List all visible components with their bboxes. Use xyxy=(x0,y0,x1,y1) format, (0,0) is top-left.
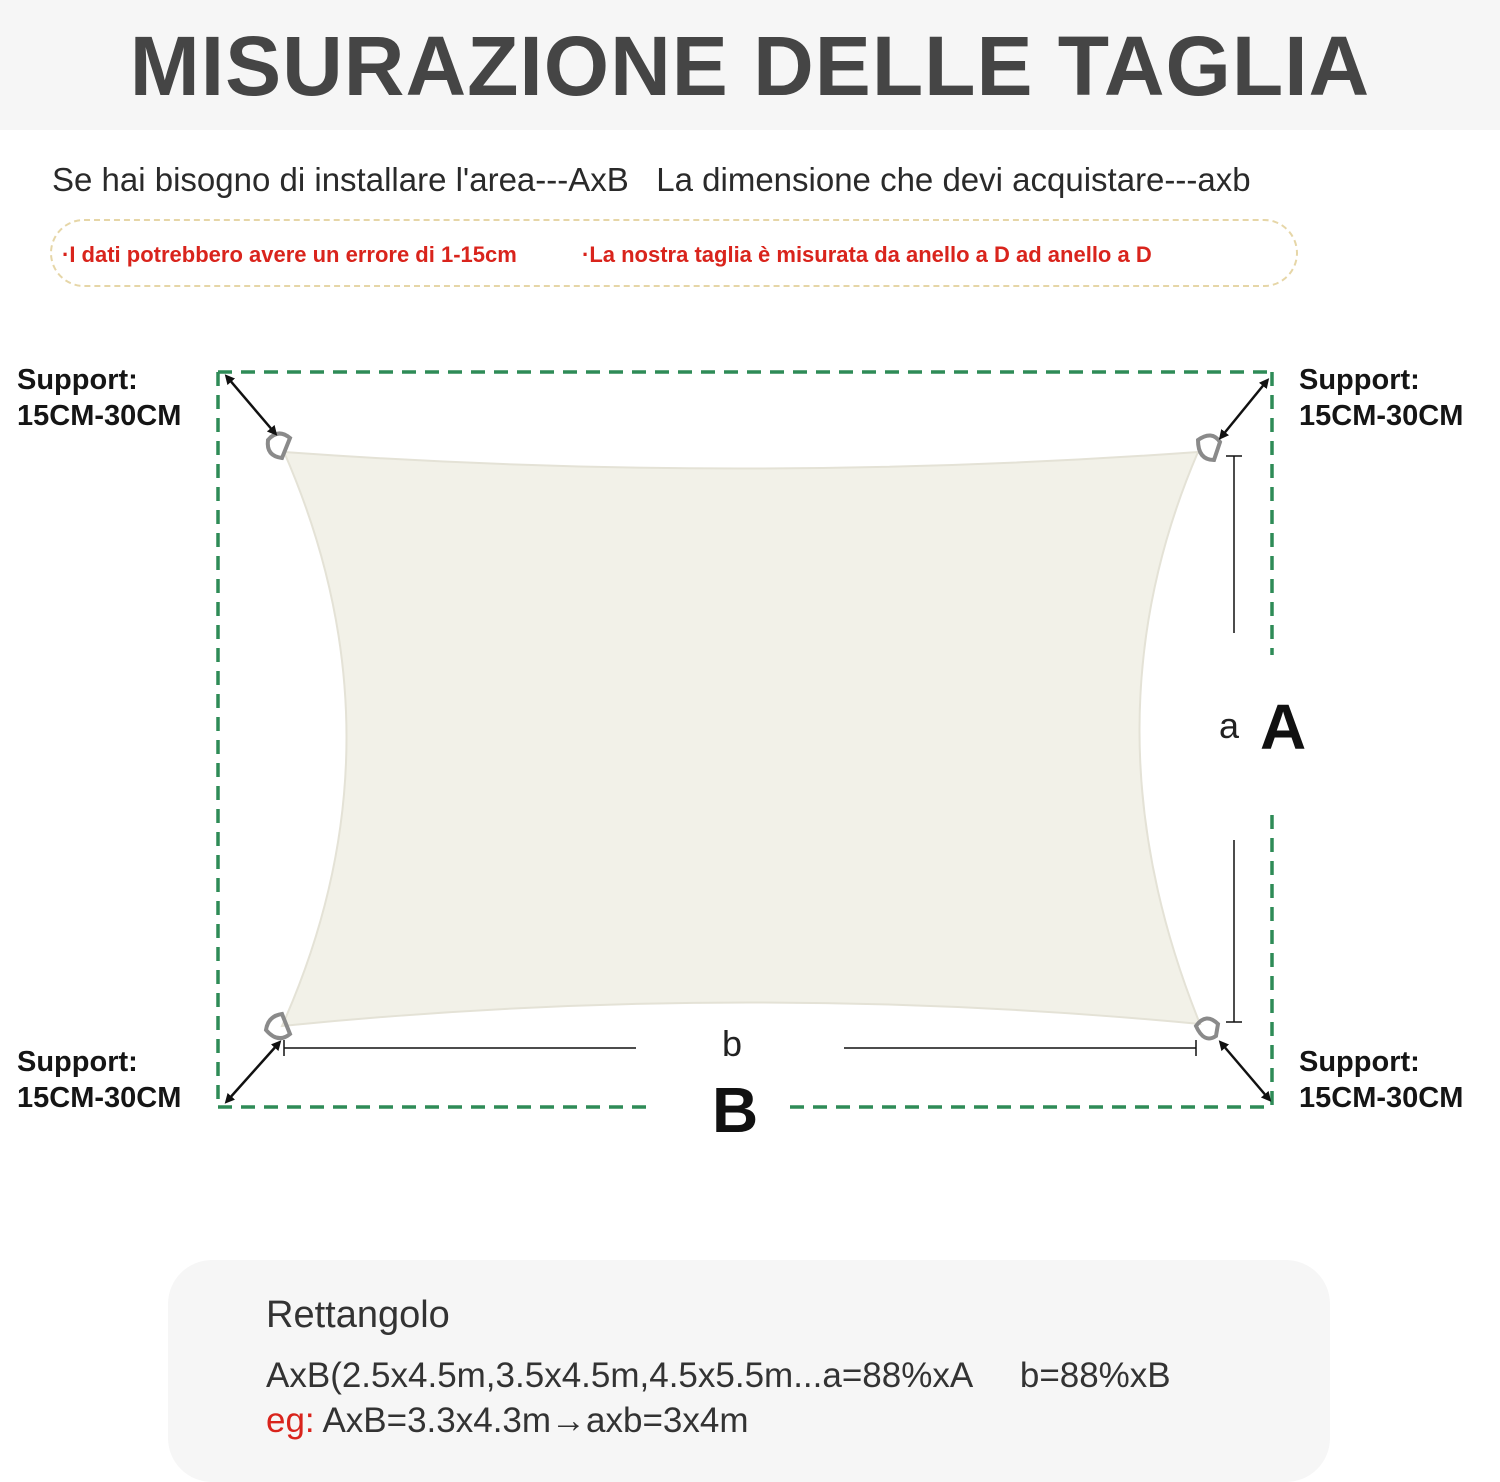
support-arrow-bottom-left xyxy=(228,1044,278,1100)
sail-height-label: a xyxy=(1219,705,1240,746)
example-label: eg: xyxy=(266,1401,315,1440)
example-value: AxB=3.3x4.3m→axb=3x4m xyxy=(314,1401,749,1440)
size-formula: AxB(2.5x4.5m,3.5x4.5m,4.5x5.5m...a=88%xA b=88%xB xyxy=(266,1356,1171,1395)
area-height-label: A xyxy=(1260,691,1307,763)
d-ring-icon xyxy=(1198,435,1220,460)
area-width-label: B xyxy=(712,1074,759,1146)
example-line xyxy=(266,1401,749,1441)
note-error-margin: ·I dati potrebbero avere un errore di 1-15cm xyxy=(62,242,517,267)
d-ring-icon xyxy=(1196,1018,1218,1038)
support-label-bottom-left: Support: 15CM-30CM xyxy=(17,1046,182,1114)
support-arrow-bottom-right xyxy=(1222,1044,1268,1098)
support-label-bottom-right: Support: 15CM-30CM xyxy=(1299,1046,1464,1114)
support-label-top-right: Support: 15CM-30CM xyxy=(1299,364,1464,432)
shade-sail-shape xyxy=(282,452,1200,1026)
card-title: Rettangolo xyxy=(266,1294,450,1336)
instruction-text: Se hai bisogno di installare l'area---AxB La dimensione che devi acquistare---axb xyxy=(52,161,1251,198)
note-measurement-method: ·La nostra taglia è misurata da anello a D ad anello a D xyxy=(582,242,1152,267)
support-label-top-left: Support: 15CM-30CM xyxy=(17,364,182,432)
support-arrow-top-left xyxy=(228,378,274,432)
sail-width-label: b xyxy=(722,1023,743,1064)
page-title: MISURAZIONE DELLE TAGLIA xyxy=(129,19,1371,113)
support-arrow-top-right xyxy=(1222,382,1266,436)
